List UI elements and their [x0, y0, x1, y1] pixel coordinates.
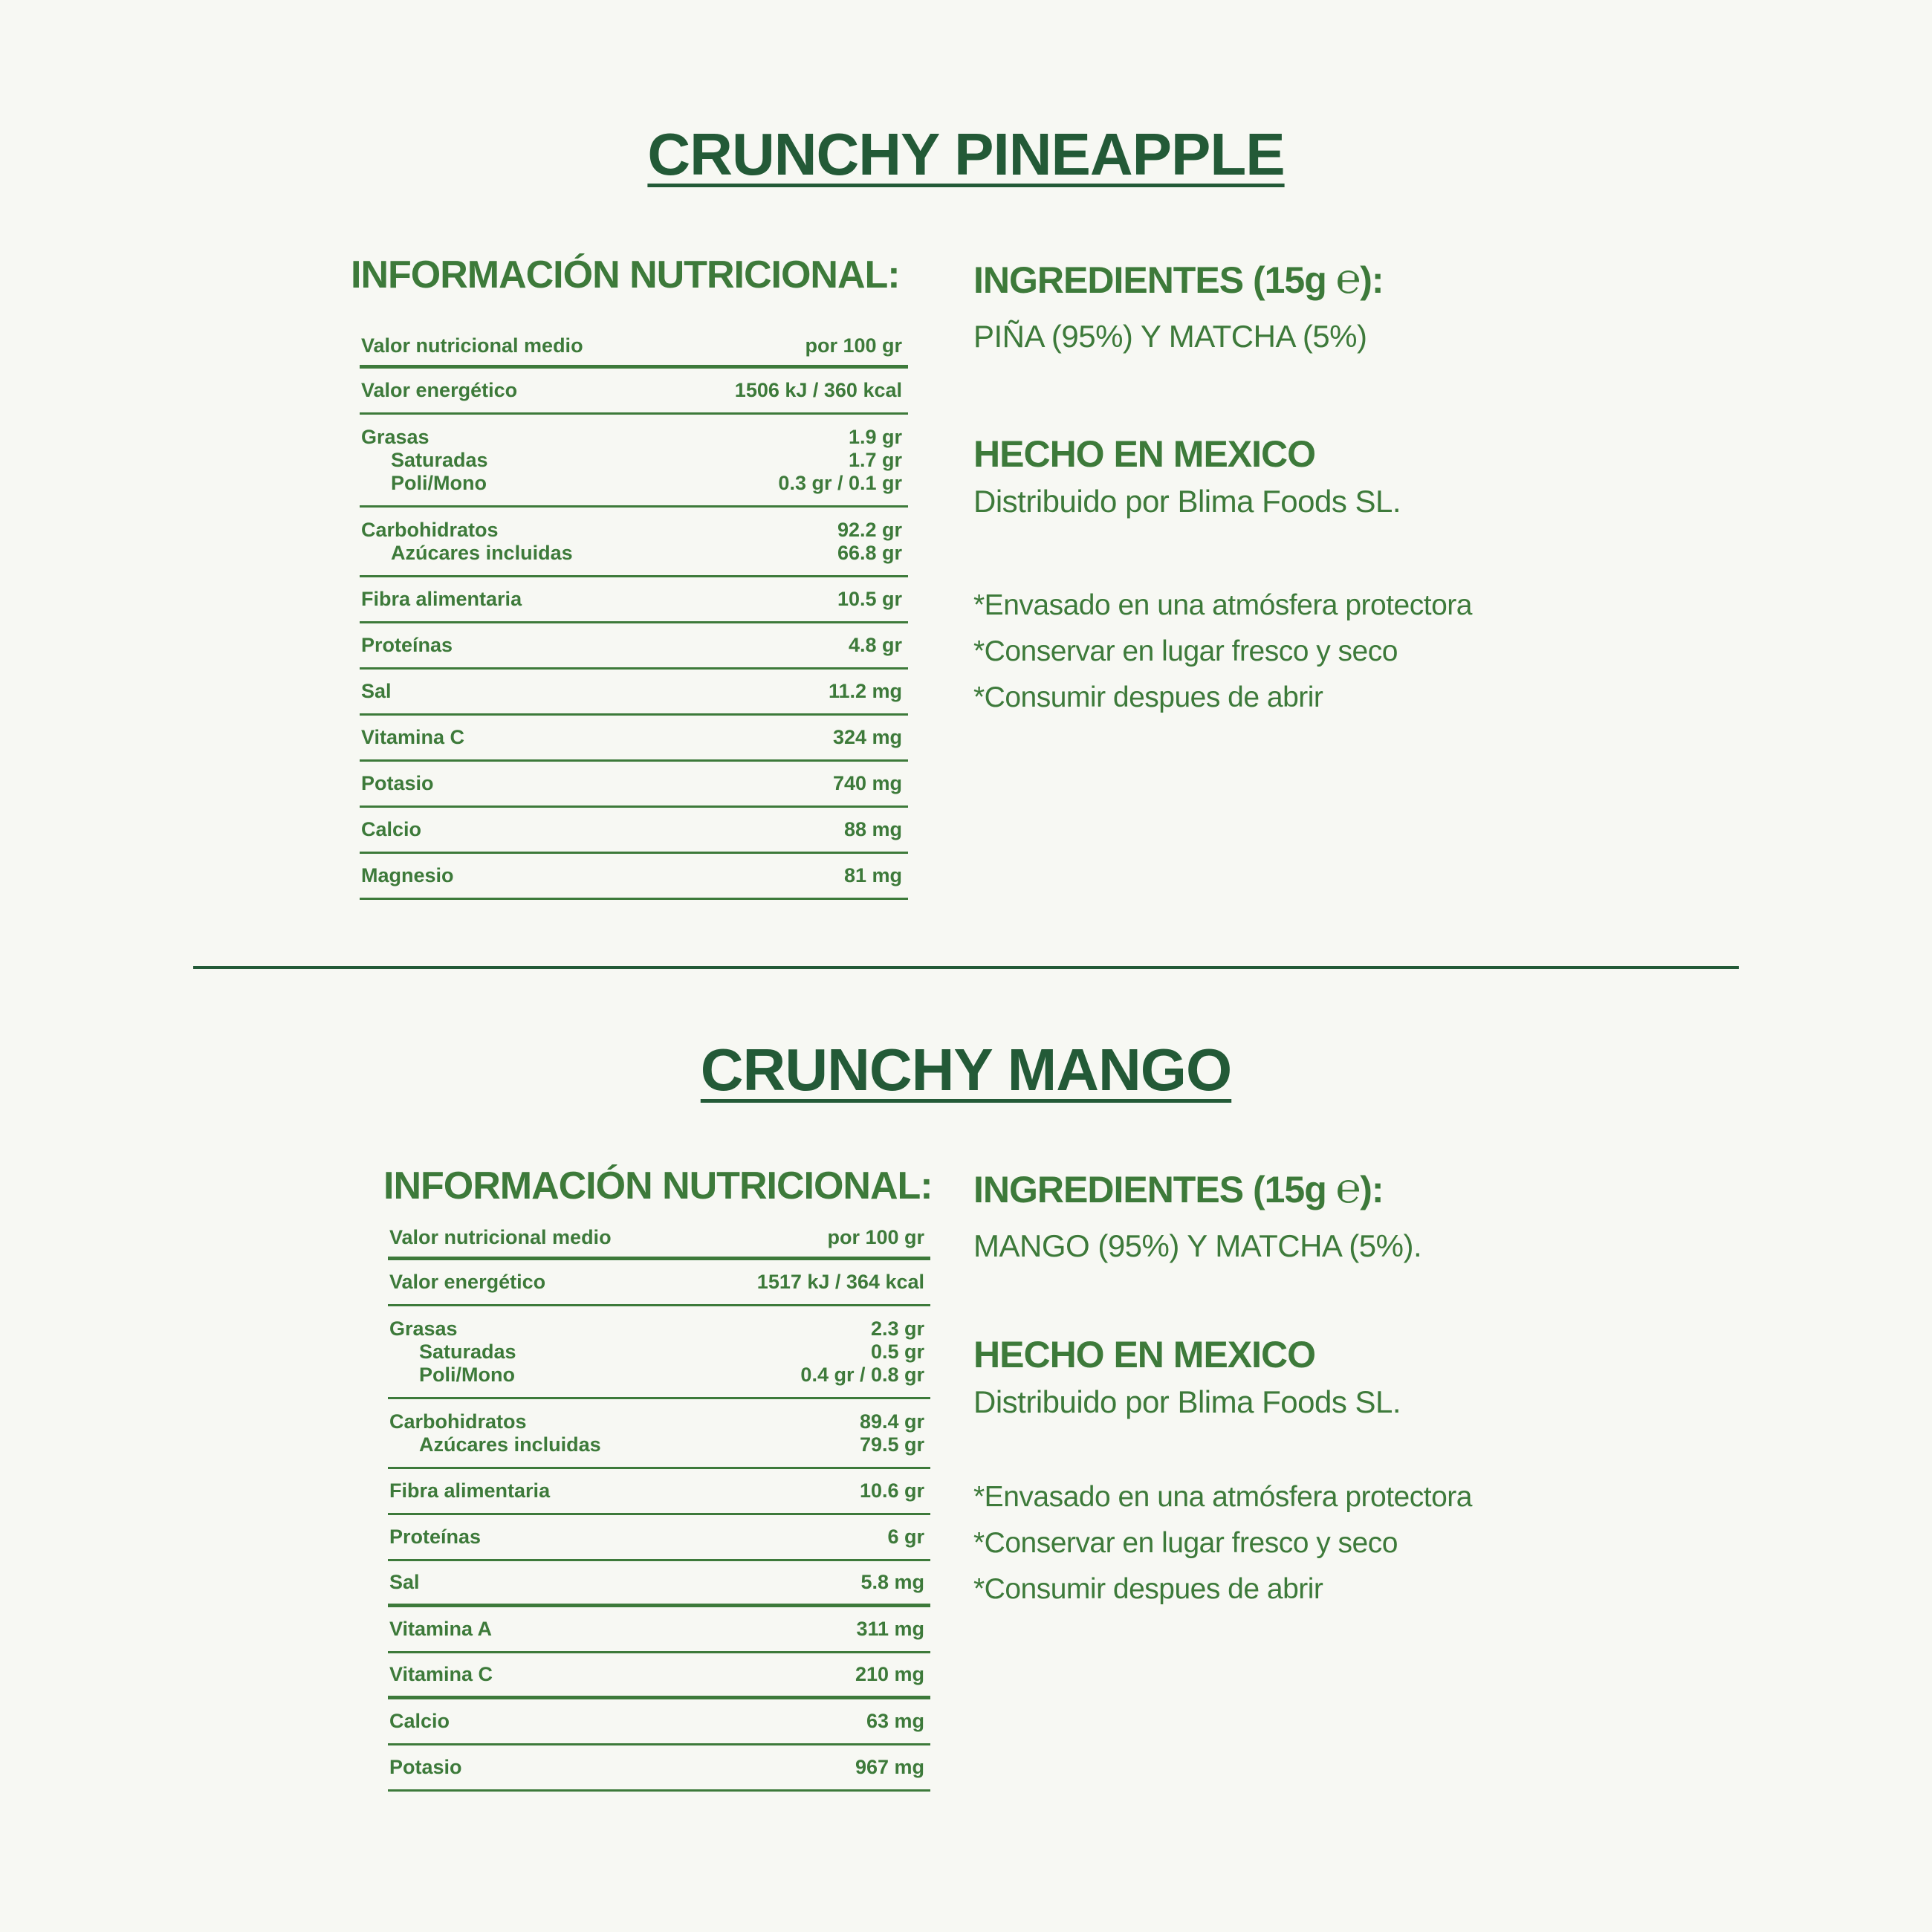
made-in-heading: HECHO EN MEXICO	[973, 433, 1316, 475]
table-row	[388, 1561, 930, 1607]
nutrient-label: Poli/Mono	[391, 471, 487, 494]
nutrition-table	[388, 1219, 930, 1792]
made-in-heading: HECHO EN MEXICO	[973, 1334, 1316, 1375]
nutrient-label: Saturadas	[419, 1340, 516, 1363]
nutrient-label: Valor energético	[361, 379, 518, 401]
nutrient-label: Sal	[361, 680, 392, 702]
table-row	[388, 1515, 930, 1561]
table-row	[388, 1469, 930, 1515]
column-header-label: Valor nutricional medio	[389, 1226, 612, 1248]
table-row	[388, 1653, 930, 1699]
note-item: *Conservar en lugar fresco y seco	[973, 1527, 1398, 1559]
nutrient-label: Vitamina C	[389, 1663, 493, 1685]
nutrient-value: 4.8 gr	[848, 634, 902, 656]
table-row	[360, 808, 908, 854]
ingredients-heading-prefix: INGREDIENTES (15g	[973, 259, 1336, 301]
table-header-row	[388, 1219, 930, 1260]
nutrient-label: Fibra alimentaria	[361, 588, 522, 610]
nutrient-label: Saturadas	[391, 448, 488, 471]
column-header-value: por 100 gr	[805, 334, 902, 357]
nutrient-label: Grasas	[389, 1317, 458, 1340]
table-header-row	[360, 327, 908, 369]
table-row	[360, 415, 908, 508]
estimated-sign-icon: ℮	[1335, 1164, 1361, 1213]
nutrient-label: Proteínas	[361, 634, 453, 656]
product-title-text: CRUNCHY PINEAPPLE	[647, 121, 1285, 187]
nutrient-value: 1.7 gr	[848, 448, 902, 471]
table-row	[360, 762, 908, 808]
nutrient-label: Potasio	[389, 1756, 462, 1778]
table-row	[360, 577, 908, 623]
nutrient-value: 967 mg	[855, 1756, 924, 1778]
table-row	[360, 854, 908, 900]
ingredients-text: PIÑA (95%) Y MATCHA (5%)	[973, 319, 1367, 354]
note-item: *Consumir despues de abrir	[973, 681, 1323, 713]
table-subrow	[389, 1317, 924, 1341]
nutrient-value: 740 mg	[832, 772, 902, 794]
storage-notes	[973, 1474, 1791, 1612]
nutrient-value: 1.9 gr	[848, 425, 902, 448]
nutrient-value: 11.2 mg	[828, 680, 902, 702]
nutrient-label: Calcio	[361, 818, 422, 840]
product-title	[0, 121, 1932, 187]
nutrient-value: 92.2 gr	[837, 518, 902, 541]
table-subrow	[361, 449, 902, 472]
nutrient-label: Carbohidratos	[389, 1410, 527, 1433]
note-item: *Conservar en lugar fresco y seco	[973, 635, 1398, 667]
table-row	[360, 508, 908, 577]
nutrient-value: 210 mg	[855, 1663, 924, 1685]
nutrient-label: Proteínas	[389, 1526, 482, 1548]
table-subrow	[389, 1341, 924, 1364]
nutrient-value: 2.3 gr	[870, 1317, 924, 1340]
ingredients-column	[973, 1164, 1791, 1612]
nutrient-label: Azúcares incluidas	[419, 1433, 601, 1456]
nutrient-value: 10.6 gr	[859, 1479, 924, 1502]
ingredients-heading-prefix: INGREDIENTES (15g	[973, 1169, 1336, 1210]
table-row	[360, 623, 908, 670]
table-row	[388, 1745, 930, 1792]
nutrient-value: 6 gr	[887, 1526, 924, 1548]
nutrition-table	[360, 327, 908, 900]
nutrient-label: Valor energético	[389, 1271, 546, 1293]
nutrition-heading: INFORMACIÓN NUTRICIONAL:	[383, 1164, 933, 1208]
table-row	[388, 1699, 930, 1745]
nutrient-label: Magnesio	[361, 864, 454, 886]
nutrient-value: 0.3 gr / 0.1 gr	[778, 471, 902, 494]
column-header-value: por 100 gr	[827, 1226, 924, 1248]
nutrient-value: 79.5 gr	[859, 1433, 924, 1456]
product-title-text: CRUNCHY MANGO	[700, 1037, 1232, 1103]
nutrient-value: 66.8 gr	[837, 541, 902, 564]
ingredients-heading	[973, 255, 1791, 303]
table-row	[360, 369, 908, 415]
note-item: *Consumir despues de abrir	[973, 1573, 1323, 1605]
ingredients-column	[973, 255, 1791, 721]
table-subrow	[361, 519, 902, 542]
nutrient-value: 10.5 gr	[837, 588, 902, 610]
nutrient-value: 5.8 mg	[860, 1571, 924, 1593]
nutrient-label: Calcio	[389, 1710, 450, 1732]
nutrient-value: 0.4 gr / 0.8 gr	[800, 1363, 924, 1386]
ingredients-heading-suffix: ):	[1360, 1169, 1384, 1210]
table-subrow	[361, 542, 902, 565]
table-row	[388, 1306, 930, 1399]
nutrient-value: 89.4 gr	[859, 1410, 924, 1433]
nutrient-label: Azúcares incluidas	[391, 541, 573, 564]
table-subrow	[389, 1410, 924, 1433]
product-title	[0, 1037, 1932, 1103]
table-row	[388, 1607, 930, 1653]
nutrient-label: Vitamina A	[389, 1618, 493, 1640]
distributor-text: Distribuido por Blima Foods SL.	[973, 484, 1401, 519]
nutrient-value: 0.5 gr	[870, 1340, 924, 1363]
table-row	[388, 1260, 930, 1306]
nutrient-label: Potasio	[361, 772, 434, 794]
note-item: *Envasado en una atmósfera protectora	[973, 1481, 1472, 1513]
table-subrow	[361, 472, 902, 495]
nutrient-value: 1506 kJ / 360 kcal	[734, 379, 902, 401]
nutrition-heading: INFORMACIÓN NUTRICIONAL:	[351, 253, 900, 296]
nutrient-label: Carbohidratos	[361, 518, 499, 541]
nutrient-value: 88 mg	[843, 818, 902, 840]
nutrient-value: 1517 kJ / 364 kcal	[756, 1271, 924, 1293]
nutrient-label: Sal	[389, 1571, 420, 1593]
ingredients-heading	[973, 1164, 1791, 1213]
table-subrow	[389, 1364, 924, 1387]
ingredients-heading-suffix: ):	[1360, 259, 1384, 301]
table-row	[360, 670, 908, 716]
storage-notes	[973, 583, 1791, 721]
table-subrow	[361, 426, 902, 449]
table-row	[360, 716, 908, 762]
table-row	[388, 1399, 930, 1469]
nutrient-value: 311 mg	[856, 1618, 924, 1640]
nutrient-value: 324 mg	[832, 726, 902, 748]
section-divider	[193, 966, 1739, 969]
nutrient-label: Grasas	[361, 425, 429, 448]
column-header-label: Valor nutricional medio	[361, 334, 583, 357]
nutrient-value: 81 mg	[843, 864, 902, 886]
nutrient-label: Fibra alimentaria	[389, 1479, 551, 1502]
nutrient-label: Vitamina C	[361, 726, 465, 748]
nutrient-value: 63 mg	[866, 1710, 924, 1732]
estimated-sign-icon: ℮	[1335, 255, 1361, 303]
ingredients-text: MANGO (95%) Y MATCHA (5%).	[973, 1228, 1422, 1263]
nutrient-label: Poli/Mono	[419, 1363, 515, 1386]
note-item: *Envasado en una atmósfera protectora	[973, 589, 1472, 621]
table-subrow	[389, 1433, 924, 1456]
distributor-text: Distribuido por Blima Foods SL.	[973, 1384, 1401, 1419]
